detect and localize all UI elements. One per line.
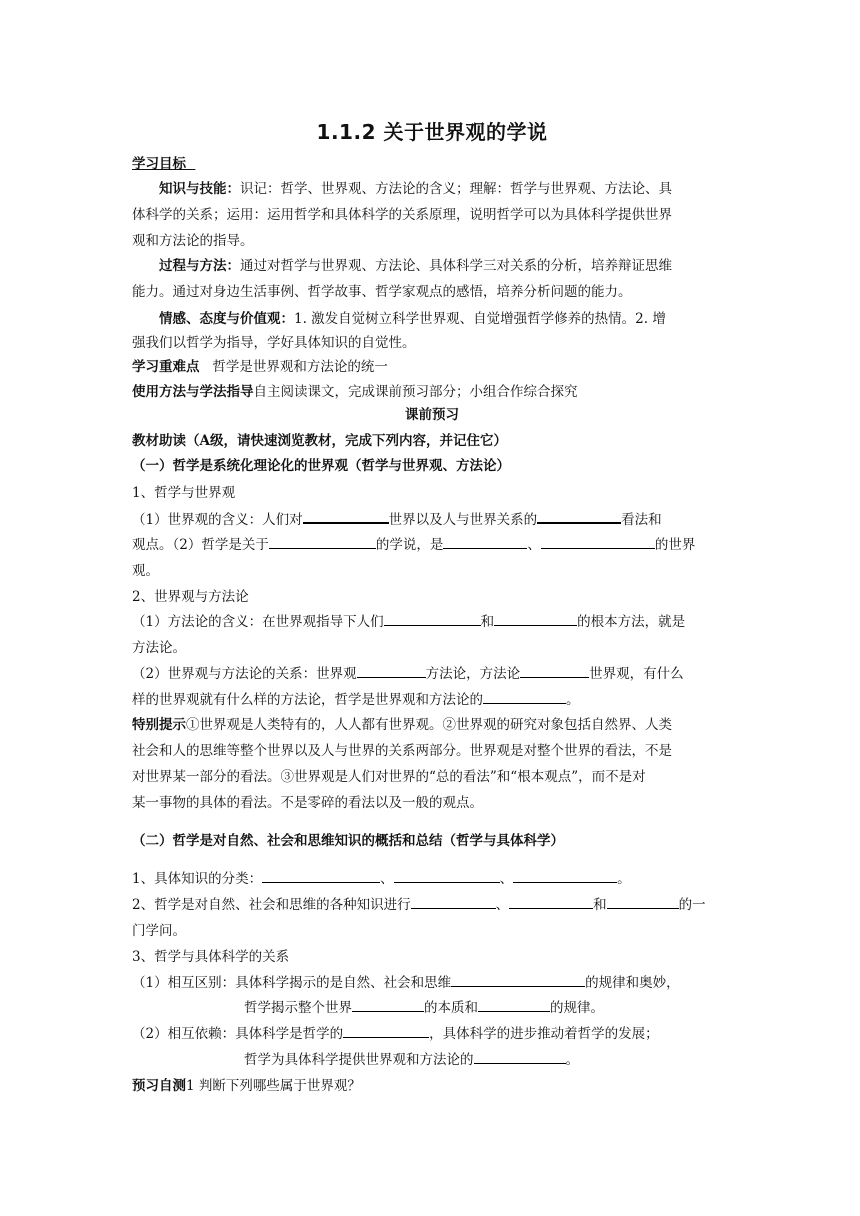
section2-heading: （二）哲学是对自然、社会和思维知识的概括和总结（哲学与具体科学） xyxy=(132,833,564,849)
fill-blank[interactable] xyxy=(384,612,481,626)
fill-blank[interactable] xyxy=(394,869,500,883)
worldview-line-2: 观点。（2）哲学是关于 的学说，是 、 的世界 xyxy=(132,537,696,553)
methodology-line-4: 样的世界观就有什么样的方法论，哲学是世界观和方法论的 。 xyxy=(132,692,580,708)
knowledge-line-2: 体科学的关系；运用：运用哲学和具体科学的关系原理，说明哲学可以为具体科学提供世界 xyxy=(132,207,672,223)
fill-blank[interactable] xyxy=(541,535,655,549)
preview-heading: 课前预习 xyxy=(405,407,459,423)
fill-blank[interactable] xyxy=(520,664,589,678)
key-points: 学习重难点 哲学是世界观和方法论的统一 xyxy=(132,359,388,375)
fill-blank[interactable] xyxy=(443,535,527,549)
fill-blank[interactable] xyxy=(474,1050,566,1064)
fill-blank[interactable] xyxy=(537,509,621,524)
fill-blank[interactable] xyxy=(357,664,426,678)
fill-blank[interactable] xyxy=(411,895,496,909)
worldview-line-1: （1）世界观的含义：人们对 世界以及人与世界关系的 看法和 xyxy=(132,509,732,530)
tip-line-4: 某一事物的具体的看法。不是零碎的看法以及一般的观点。 xyxy=(132,795,483,811)
knowledge-line-1: 知识与技能：识记：哲学、世界观、方法论的含义；理解：哲学与世界观、方法论、具 xyxy=(159,181,672,197)
method-guide: 使用方法与学法指导自主阅读课文，完成课前预习部分；小组合作综合探究 xyxy=(132,384,578,400)
page-title: 1.1.2 关于世界观的学说 xyxy=(316,120,548,144)
fill-blank[interactable] xyxy=(478,998,550,1012)
methodology-line-1: （1）方法论的含义：在世界观指导下人们 和 的根本方法，就是 xyxy=(132,614,686,630)
tip-line-1: 特别提示①世界观是人类特有的，人人都有世界观。②世界观的研究对象包括自然界、人类 xyxy=(132,717,672,733)
fill-blank[interactable] xyxy=(352,998,424,1012)
fill-blank[interactable] xyxy=(343,1024,429,1038)
fill-blank[interactable] xyxy=(262,869,380,883)
fill-blank[interactable] xyxy=(509,895,593,909)
worldview-line-3: 观。 xyxy=(132,563,159,579)
guide-heading: 教材助读（A级，请快速浏览教材，完成下列内容，并记住它） xyxy=(132,433,507,449)
fill-blank[interactable] xyxy=(607,895,679,909)
relation-heading: 3、哲学与具体科学的关系 xyxy=(132,949,290,965)
difference-line-2: 哲学揭示整个世界 的本质和 的规律。 xyxy=(244,1000,604,1016)
methodology-line-2: 方法论。 xyxy=(132,640,186,656)
section1-sub1: 1、哲学与世界观 xyxy=(132,485,236,501)
fill-blank[interactable] xyxy=(303,509,389,524)
dependence-line-2: 哲学为具体科学提供世界观和方法论的 。 xyxy=(244,1052,579,1068)
classification-line: 1、具体知识的分类： 、 、 。 xyxy=(132,871,631,887)
process-line-1: 过程与方法：通过对哲学与世界观、方法论、具体科学三对关系的分析，培养辩证思维 xyxy=(159,258,672,274)
emotion-line-1: 情感、态度与价值观：1. 激发自觉树立科学世界观、自觉增强哲学修养的热情。2. 增 xyxy=(159,311,666,327)
dependence-line-1: （2）相互依赖：具体科学是哲学的 ，具体科学的进步推动着哲学的发展； xyxy=(132,1026,659,1042)
philosophy-summary-line-2: 门学问。 xyxy=(132,923,186,939)
tip-line-2: 社会和人的思维等整个世界以及人与世界的关系两部分。世界观是对整个世界的看法，不是 xyxy=(132,743,672,759)
fill-blank[interactable] xyxy=(451,973,585,987)
objectives-heading: 学习目标 xyxy=(132,156,186,172)
self-test: 预习自测1 判断下列哪些属于世界观？ xyxy=(132,1078,361,1094)
knowledge-line-3: 观和方法论的指导。 xyxy=(132,233,254,249)
difference-line-1: （1）相互区别：具体科学揭示的是自然、社会和思维 的规律和奥妙， xyxy=(132,975,680,991)
fill-blank[interactable] xyxy=(494,612,577,626)
fill-blank[interactable] xyxy=(483,690,566,704)
tip-line-3: 对世界某一部分的看法。③世界观是人们对世界的“总的看法”和“根本观点”，而不是对 xyxy=(132,769,646,785)
methodology-line-3: （2）世界观与方法论的关系：世界观 方法论，方法论 世界观，有什么 xyxy=(132,666,684,682)
fill-blank[interactable] xyxy=(513,869,617,883)
section1-sub2: 2、世界观与方法论 xyxy=(132,589,249,605)
process-line-2: 能力。通过对身边生活事例、哲学故事、哲学家观点的感悟，培养分析问题的能力。 xyxy=(132,284,632,300)
section1-heading: （一）哲学是系统化理论化的世界观（哲学与世界观、方法论） xyxy=(132,458,510,474)
philosophy-summary-line-1: 2、哲学是对自然、社会和思维的各种知识进行 、 和 的一 xyxy=(132,897,706,913)
fill-blank[interactable] xyxy=(269,535,376,549)
emotion-line-2: 强我们以哲学为指导，学好具体知识的自觉性。 xyxy=(132,335,416,351)
